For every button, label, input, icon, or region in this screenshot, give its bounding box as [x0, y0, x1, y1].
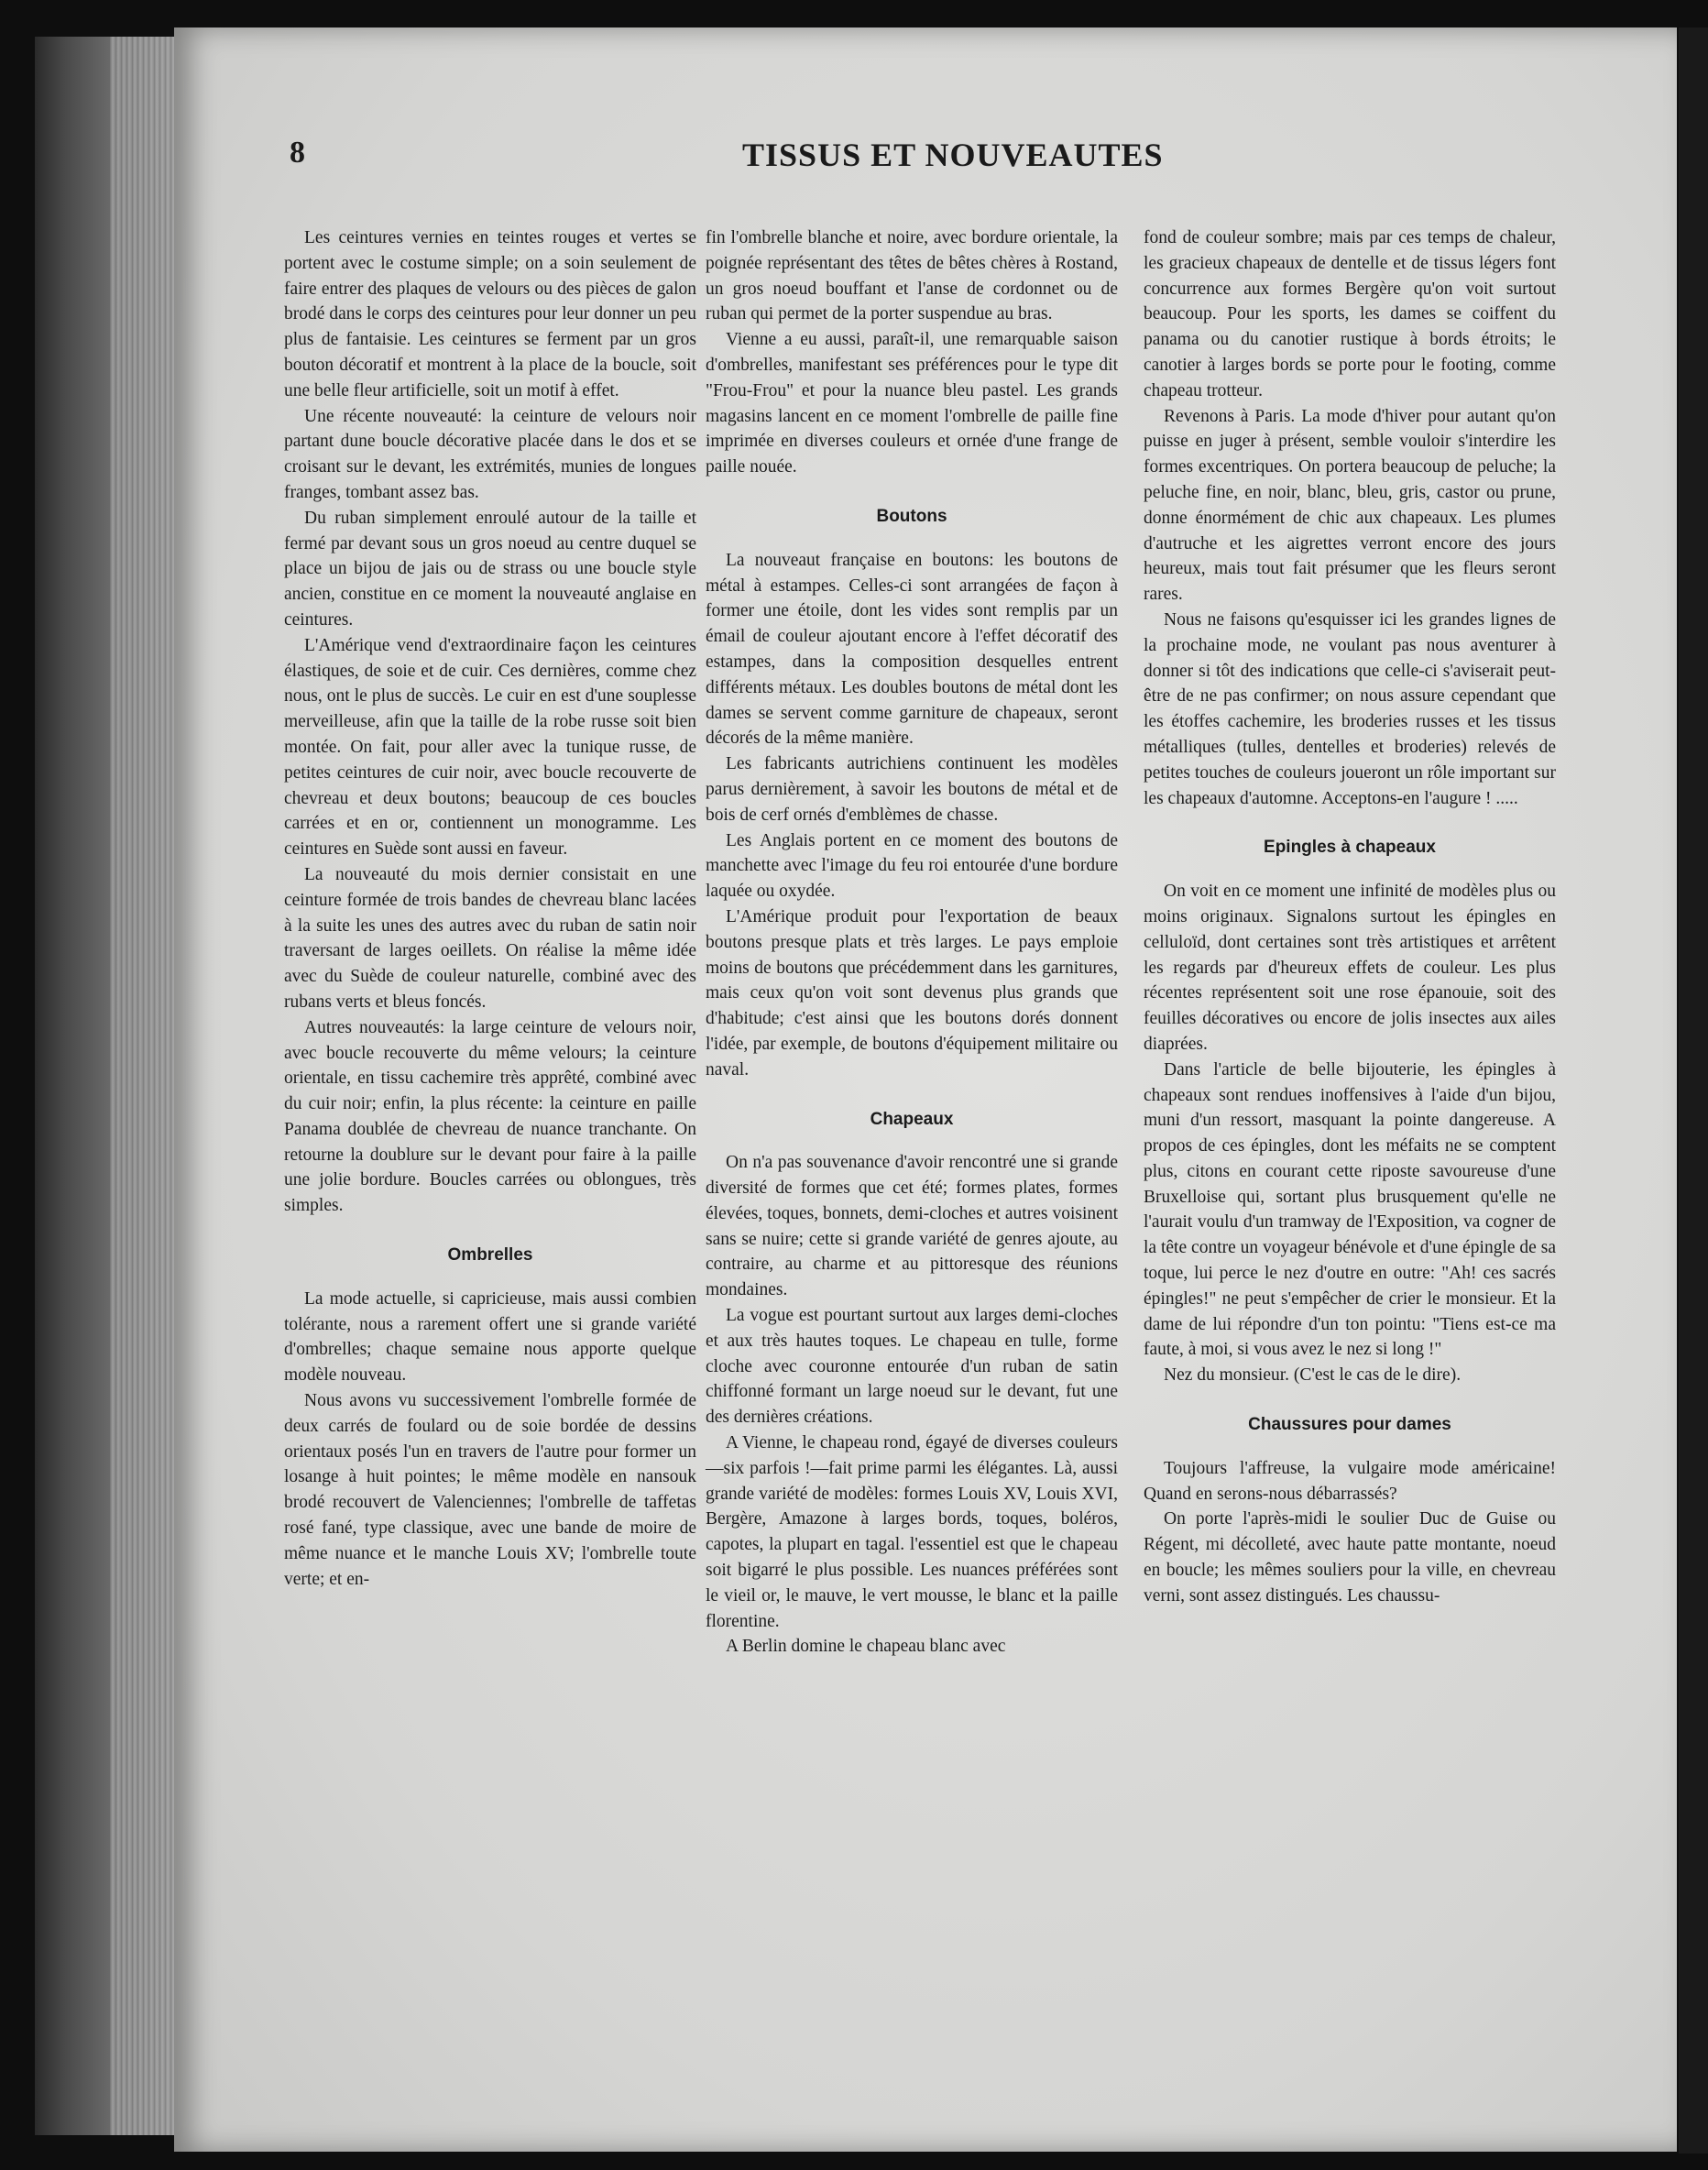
column-1: [284, 225, 696, 1592]
paragraph: On n'a pas souvenance d'avoir rencontré une si grande diversité de formes que cet été; formes plates, formes élevées, toques, bonnets, demi-cloches et autres voisinent sans se nuire; cette si grande variété de genres ajoute, au contraire, au charme et au pittoresque des réunions mondaines.: [706, 1153, 1118, 1300]
paragraph: Une récente nouveauté: la ceinture de velours noir partant dune boucle décorative placée dans le dos et se croisant sur le devant, les extrémités, munies de longues franges, tombant assez bas.: [284, 406, 696, 502]
paragraph: L'Amérique produit pour l'exportation de beaux boutons presque plats et très larges. Le pays emploie moins de boutons que précédemment dans les garnitures, mais ceux qu'on voit sont devenus plus grands que d'habitude; c'est ainsi que les boutons dorés donnent l'idée, par exemple, de boutons d'équipement militaire ou naval.: [706, 906, 1118, 1080]
book-page: [174, 27, 1677, 2152]
page-edges: [110, 37, 179, 2135]
paragraph: Dans l'article de belle bijouterie, les épingles à chapeaux sont rendues inoffensives à l'aide d'un bijou, muni d'un ressort, masquant la pointe dangereuse. A propos de ces épingles, dont les méfaits ne se comptent plus, citons en courant cette riposte savoureuse d'une Bruxelloise qui, sortant plus brusquement qu'elle ne l'aurait voulu d'un tramway de l'Exposition, va cogner de la tête contre un voyageur bénévole et d'une épingle de sa toque, lui perce le nez d'outre en outre: "Ah! ces sacrés épingles!" ne peut s'empêcher de crier le monsieur. Et la dame de lui répondre d'un ton pointu: "Tiens est-ce ma faute, à moi, si vous avez le nez si long !": [1144, 1059, 1556, 1360]
paragraph: fin l'ombrelle blanche et noire, avec bordure orientale, la poignée représentant des têtes de bêtes chères à Rostand, un gros noeud bouffant et l'anse de cordonnet ou de ruban qui permet de la porter suspendue au bras.: [706, 228, 1118, 324]
paragraph: On porte l'après-midi le soulier Duc de Guise ou Régent, mi décolleté, avec haute patte montante, noeud en boucle; les mêmes souliers pour la ville, en chevreau verni, sont assez distingués. Les chaussu-: [1144, 1509, 1556, 1606]
column-2: [706, 225, 1118, 1660]
paragraph: Autres nouveautés: la large ceinture de velours noir, avec boucle recouverte du même velours; la ceinture orientale, en tissu cachemire très apprêté, combiné avec du cuir noir; enfin, la plus récente: la ceinture en paille Panama doublée de chevreau de nuance tranchante. On retourne la doublure sur le devant pour faire à la paille une jolie bordure. Boucles carrées ou oblongues, très simples.: [284, 1017, 696, 1216]
section-heading-boutons: Boutons: [876, 506, 947, 526]
paragraph: Revenons à Paris. La mode d'hiver pour autant qu'on puisse en juger à présent, semble vouloir s'interdire les formes excentriques. On portera beaucoup de peluche; la peluche fine, en noir, blanc, bleu, gris, castor ou prune, donne énormément de chic aux chapeaux. Les plumes d'autruche et les aigrettes verront encore des jours heureux, mais tout fait présumer que les fleurs seront rares.: [1144, 406, 1556, 605]
paragraph: Nous ne faisons qu'esquisser ici les grandes lignes de la prochaine mode, ne voulant pas nous aventurer à donner si tôt des indications que celle-ci s'aviserait peut-être de ne pas confirmer; on nous assure cependant que les étoffes cachemire, les broderies russes et les tissus métalliques (tulles, dentelles et broderies) relevés de petites touches de couleurs joueront un rôle important sur les chapeaux d'automne. Acceptons-en l'augure ! .....: [1144, 609, 1556, 808]
paragraph: Les Anglais portent en ce moment des boutons de manchette avec l'image du feu roi entourée d'une bordure laquée ou oxydée.: [706, 830, 1118, 902]
page-header: [174, 136, 1677, 191]
book-cover-edge: [1679, 27, 1708, 2154]
paragraph: L'Amérique vend d'extraordinaire façon les ceintures élastiques, de soie et de cuir. Ces dernières, comme chez nous, ont le plus de succès. Le cuir en est d'une souplesse merveilleuse, afin que la taille de la robe russe soit bien montée. On fait, pour aller avec la tunique russe, de petites ceintures de cuir noir, avec boucle recouverte de chevreau et deux boutons; beaucoup de ces boucles carrées et en or, contiennent un monogramme. Les ceintures en Suède sont aussi en faveur.: [284, 635, 696, 860]
section-heading-epingles: Epingles à chapeaux: [1264, 838, 1436, 858]
paragraph: fond de couleur sombre; mais par ces temps de chaleur, les gracieux chapeaux de dentelle et de tissus légers font concurrence aux formes Bergère qu'on voit surtout beaucoup. Pour les sports, les dames se coiffent du panama ou du canotier rustique à bords étroits; le canotier à larges bords se porte pour le footing, comme chapeau trotteur.: [1144, 228, 1556, 400]
paragraph: Toujours l'affreuse, la vulgaire mode américaine! Quand en serons-nous débarrassés?: [1144, 1458, 1556, 1504]
paragraph: La mode actuelle, si capricieuse, mais aussi combien tolérante, nous a rarement offert une si grande variété d'ombrelles; chaque semaine nous apporte quelque modèle nouveau.: [284, 1288, 696, 1386]
paragraph: Nous avons vu successivement l'ombrelle formée de deux carrés de foulard ou de soie bordée de dessins orientaux posés l'un en travers de l'autre pour former un losange à huit pointes; le même modèle en nansouk brodé recouvert de Valenciennes; l'ombrelle de taffetas rosé fané, type classique, avec une bande de moire de même nuance et le manche Louis XV; l'ombrelle toute verte; et en-: [284, 1391, 696, 1589]
section-heading-ombrelles: Ombrelles: [447, 1245, 533, 1266]
section-heading-chapeaux: Chapeaux: [870, 1109, 954, 1129]
paragraph: Vienne a eu aussi, paraît-il, une remarquable saison d'ombrelles, manifestant ses préférences pour le type dit "Frou-Frou" et pour la nuance bleu pastel. Les grands magasins lancent en ce moment l'ombrelle de paille fine imprimée en diverses couleurs et ornée d'une frange de paille nouée.: [706, 330, 1118, 477]
paragraph: A Vienne, le chapeau rond, égayé de diverses couleurs—six parfois !—fait prime parmi les élégantes. Là, aussi grande variété de modèles: formes Louis XV, Louis XVI, Bergère, Amazone à larges bords, toques, boléros, capotes, la plupart en tagal. l'essentiel est que le chapeau soit bigarré le plus possible. Les nuances préférées sont le vieil or, le mauve, le vert mousse, le blanc et la paille florentine.: [706, 1433, 1118, 1631]
paragraph: Nez du monsieur. (C'est le cas de le dire).: [1164, 1365, 1462, 1386]
paragraph: A Berlin domine le chapeau blanc avec: [726, 1637, 1006, 1657]
paragraph: La nouveauté du mois dernier consistait en une ceinture formée de trois bandes de chevreau blanc lacées à la suite les unes des autres avec du ruban de satin noir traversant de larges oeillets. On réalise la même idée avec du Suède de couleur naturelle, combiné avec des rubans verts et bleus foncés.: [284, 864, 696, 1012]
paragraph: La vogue est pourtant surtout aux larges demi-cloches et aux très hautes toques. Le chapeau en tulle, forme cloche avec couronne entourée d'un ruban de satin chiffonné formant un large noeud sur le devant, fut une des dernières créations.: [706, 1306, 1118, 1428]
paragraph: La nouveaut française en boutons: les boutons de métal à estampes. Celles-ci sont arrangées de façon à former une étoile, dont les vides sont remplis par un émail de couleur ajoutant encore à l'effet décoratif des estampes, dans la composition desquelles entrent différents métaux. Les doubles boutons de métal dont les dames se servent comme garniture de chapeaux, seront décorés de la même manière.: [706, 550, 1118, 749]
section-heading-chaussures: Chaussures pour dames: [1248, 1415, 1451, 1435]
paragraph: Du ruban simplement enroulé autour de la taille et fermé par devant sous un gros noeud au centre duquel se place un bijou de jais ou de strass ou une boucle style ancien, constitue en ce moment la nouveauté anglaise en ceintures.: [284, 508, 696, 630]
paragraph: On voit en ce moment une infinité de modèles plus ou moins originaux. Signalons surtout les épingles en celluloïd, dont certaines sont très artistiques et arrêtent les regards par d'heureux effets de couleur. Les plus récentes représentent soit une rose épanouie, soit des feuilles décoratives ou encore de jolis insectes aux ailes diaprées.: [1144, 882, 1556, 1054]
paragraph: Les ceintures vernies en teintes rouges et vertes se portent avec le costume simple; on a soin seulement de faire entrer des plaques de velours ou des pièces de galon brodé dans le corps des ceintures pour leur donner un peu plus de fantaisie. Les ceintures se ferment par un gros bouton décoratif et montrent à la place de la boucle, soit une belle fleur artificielle, soit un motif à effet.: [284, 228, 696, 400]
page-number: 8: [290, 136, 305, 170]
running-title: TISSUS ET NOUVEAUTES: [742, 137, 1164, 173]
column-3: [1144, 225, 1556, 1609]
paragraph: Les fabricants autrichiens continuent les modèles parus dernièrement, à savoir les boutons de métal et de bois de cerf ornés d'emblèmes de chasse.: [706, 754, 1118, 825]
